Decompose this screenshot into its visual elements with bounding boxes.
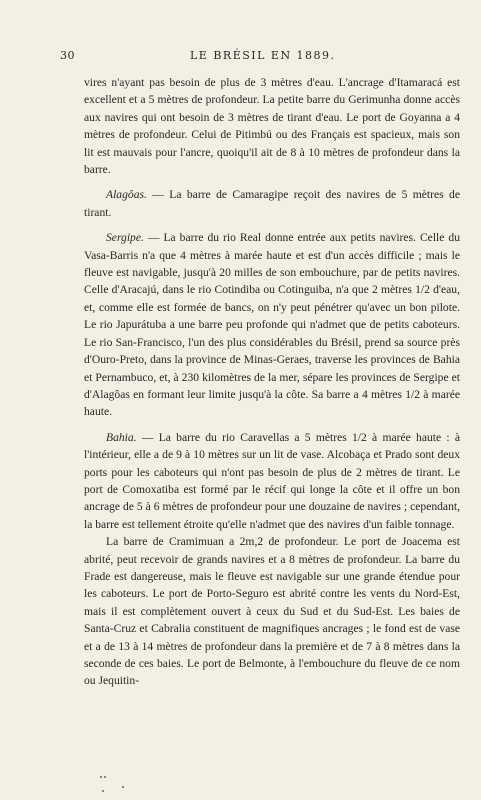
paragraph-text: La barre de Cramimuan a 2m,2 de profondeur. Le port de Joacema est abrité, peut recevoir de grands navires et a 8 mètres de profondeur. La barre du Frade est dangereuse, mais le fleuve est navigable sur une grande étendue pour les caboteurs. Le port de Porto-Seguro est abrité contre les vents du Nord-Est, mais il est complètement ouvert à ceux du Sud et du Sud-Est. Les baies de Santa-Cruz et Cabralia constituent de magnifiques ancrages ; le fond est de vase et a de 13 à 14 mètres de profondeur dans la première et de 7 à 8 mètres dans la seconde de ces baies. Le port de Belmonte, à l'embouchure du fleuve de ce nom ou Jequitin-	[84, 535, 460, 688]
page-body	[84, 74, 460, 690]
page-number: 30	[60, 49, 75, 62]
section-lead: Bahia.	[106, 430, 137, 444]
paragraph-sergipe	[84, 229, 460, 420]
paragraph-text: vires n'ayant pas besoin de plus de 3 mètres d'eau. L'ancrage d'Itamaracá est excellent et a 5 mètres de profondeur. La petite barre du Gerimunha donne accès aux navires qui ont besoin de 3 mètres de tirant d'eau. Le port de Goyanna a 4 mètres de profondeur. Celui de Pitimbú ou des Français est spacieux, mais son lit est mauvais pour l'ancre, quoiqu'il ait de 8 à 10 mètres de profondeur dans la barre.	[84, 76, 460, 177]
paragraph-text: — La barre du rio Caravellas a 5 mètres 1/2 à marée haute : à l'intérieur, elle a de 9 à 10 mètres sur un lit de vase. Alcobaça et Prado sont deux ports pour les caboteurs qui n'ont pas besoin de plus de 2 mètres de tirant. Le port de Comoxatiba est formé par le récif qui longe la côte et il offre un bon ancrage de 5 à 6 mètres de profondeur pour une douzaine de navires ; cependant, la barre est tellement étroite qu'elle n'admet que des navires d'un faible tonnage.	[84, 430, 460, 531]
paragraph-bahia	[84, 429, 460, 533]
print-specks	[92, 768, 152, 798]
paragraph-cramimuan	[84, 533, 460, 690]
paragraph-text: — La barre de Camaragipe reçoit des navires de 5 mètres de tirant.	[84, 188, 460, 219]
section-lead: Alagôas.	[106, 188, 147, 202]
running-title: LE BRÉSIL EN 1889.	[190, 49, 336, 62]
paragraph-text: — La barre du rio Real donne entrée aux petits navires. Celle du Vasa-Barris n'a que 4 mètres à marée haute et est d'un accès difficile ; mais le fleuve est navigable, jusqu'à 20 milles de son embouchure, par de petits navires. Celle d'Aracajú, dans le rio Cotindiba ou Cotinguiba, n'a que 2 mètres 1/2 d'eau, et, comme elle est formée de bancs, on n'y peut pénétrer qu'avec un bon pilote. Le rio Japurátuba a une barre peu profonde qui n'admet que de petits caboteurs. Le rio San-Francisco, l'un des plus considérables du Brésil, prend sa source près d'Ouro-Preto, dans la province de Minas-Geraes, traverse les provinces de Bahia et Pernambuco, et, à 230 kilomètres de la mer, sépare les provinces de Sergipe et d'Alagôas en formant leur limite jusqu'à la côte. Sa barre a 4 mètres 1/2 à marée haute.	[84, 231, 460, 419]
running-header	[60, 49, 460, 63]
paragraph-alagoas	[84, 186, 460, 221]
section-lead: Sergipe.	[106, 231, 144, 245]
paragraph-continuation	[84, 74, 460, 178]
